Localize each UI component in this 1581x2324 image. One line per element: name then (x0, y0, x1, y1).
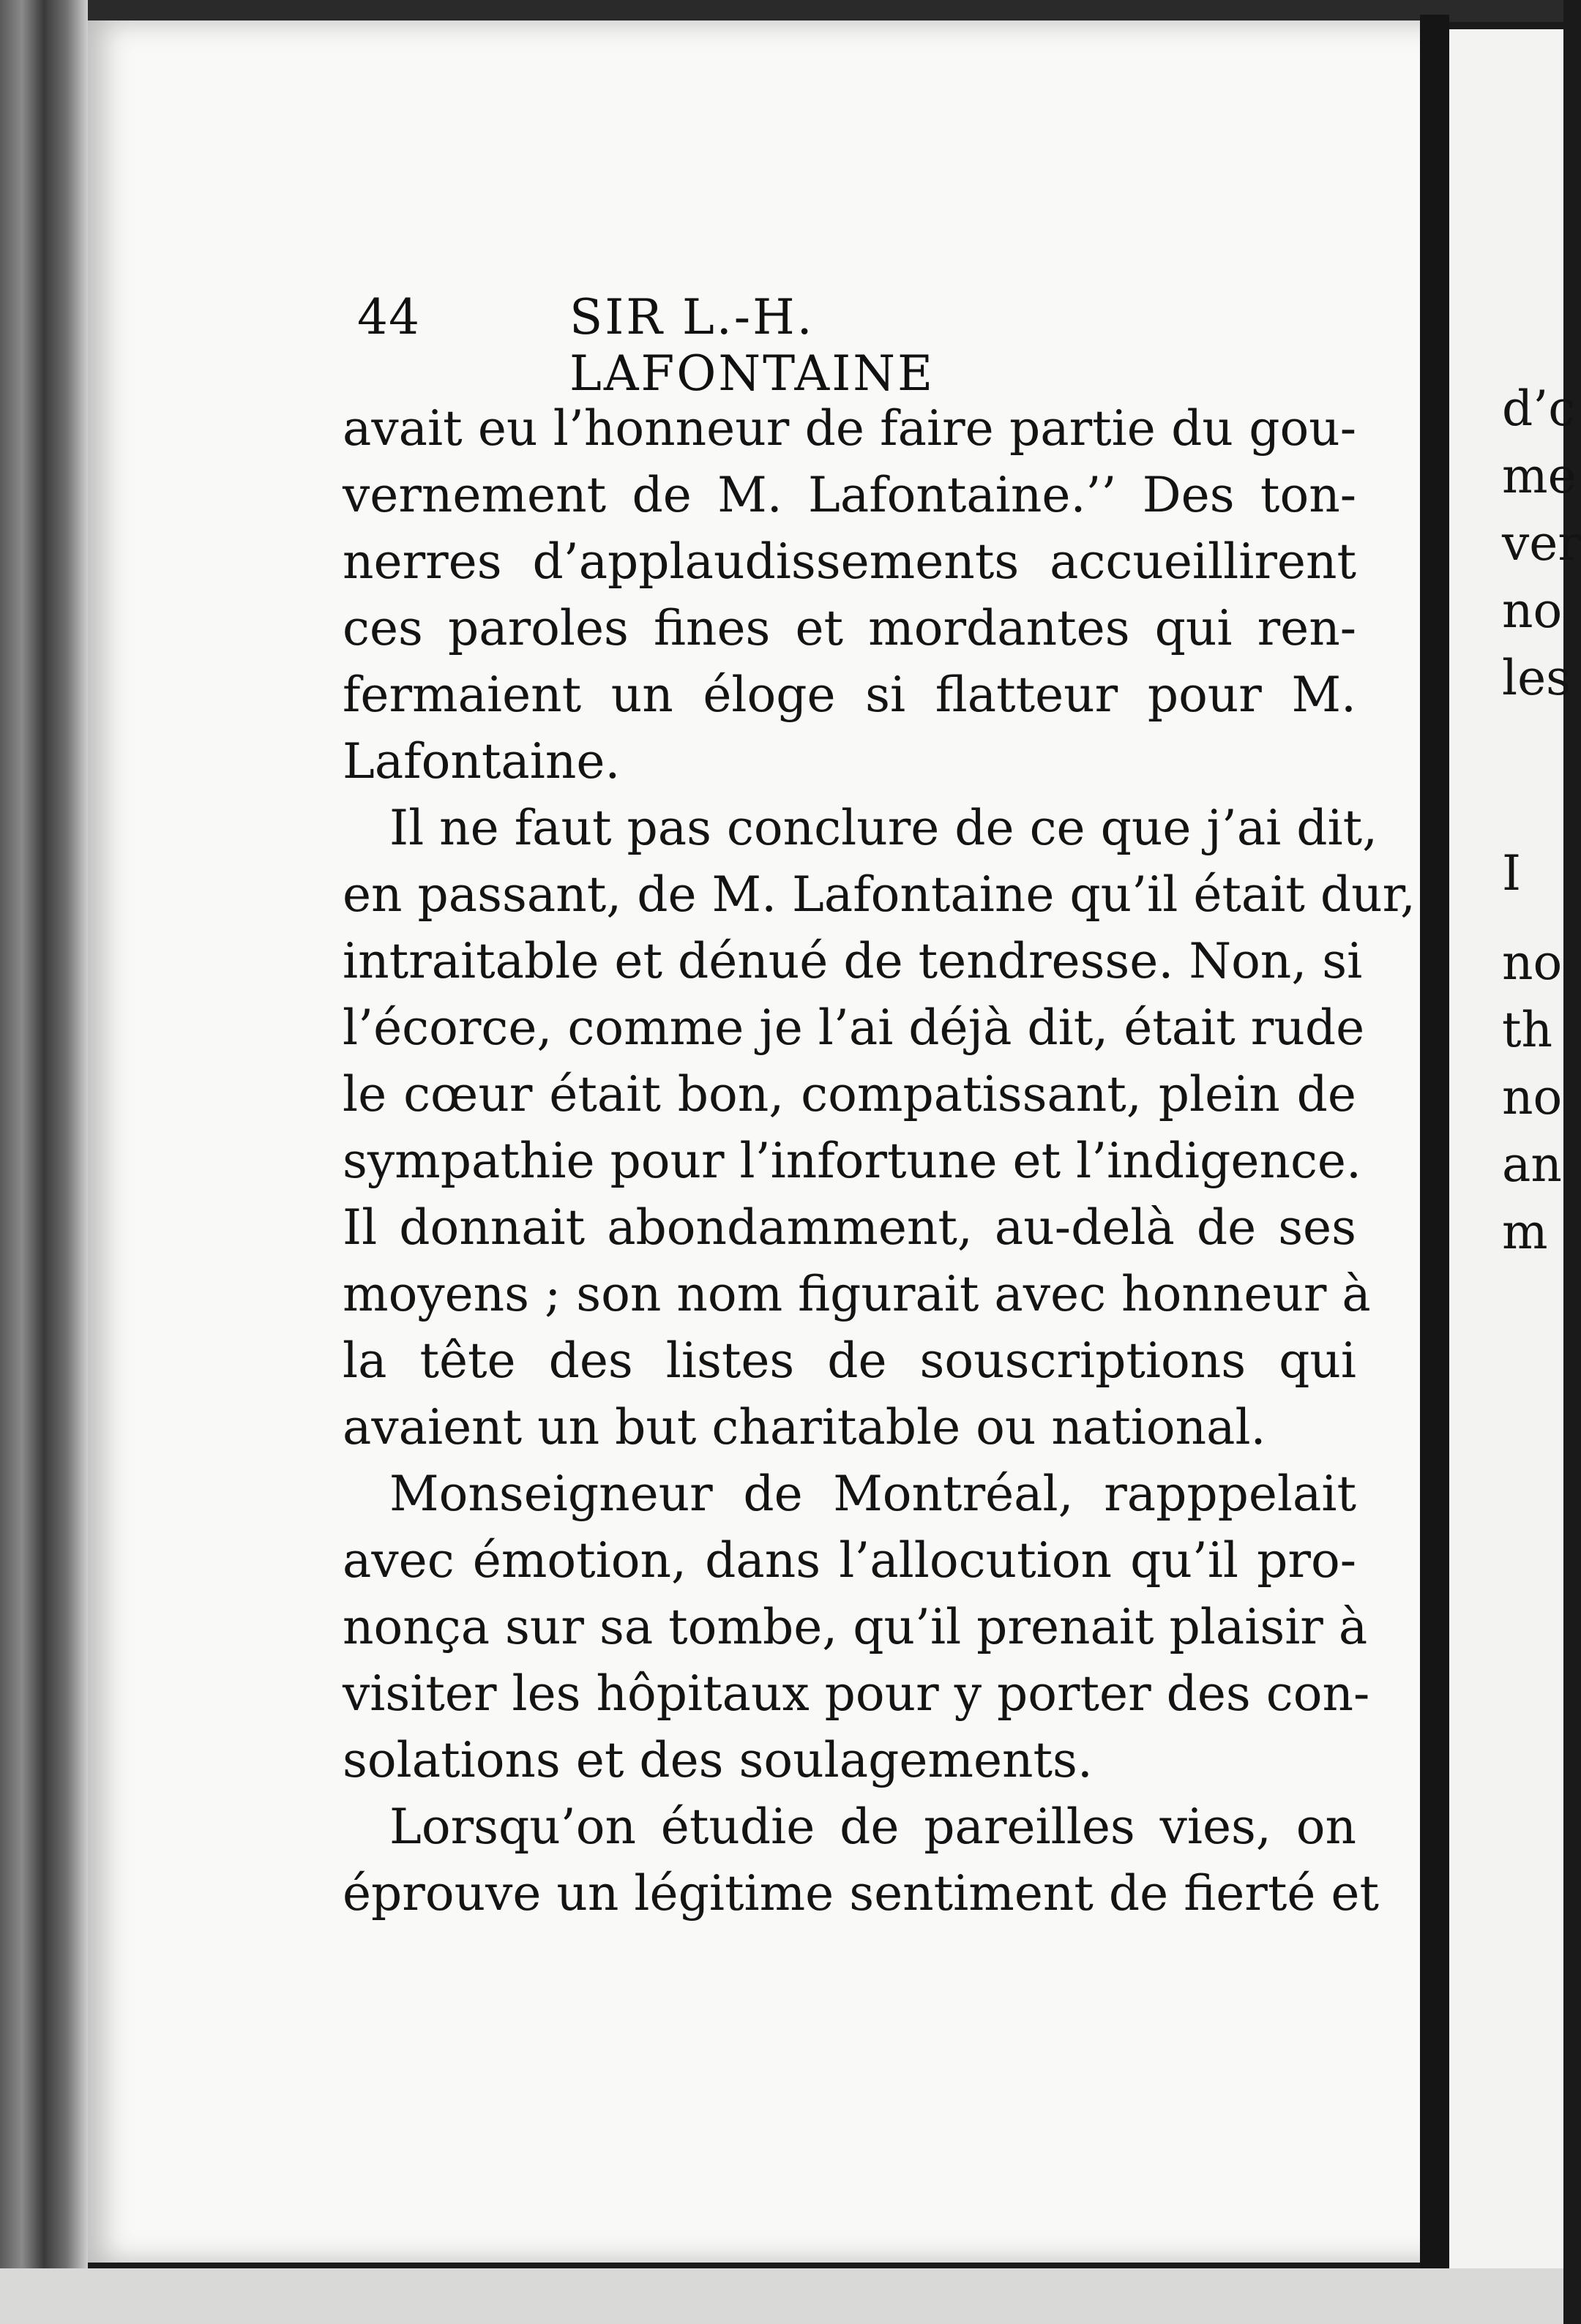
text-line: Lafontaine. (343, 733, 621, 790)
text-line: éprouve un légitime sentiment de fierté et (343, 1865, 1379, 1922)
text-line: la tête des listes de souscriptions qui (343, 1332, 1356, 1389)
text-line: fermaient un éloge si flatteur pour M. (343, 667, 1356, 723)
text-line: visiter les hôpitaux pour y porter des con- (343, 1665, 1370, 1722)
text-line: avait eu l’honneur de faire partie du gou- (343, 400, 1356, 457)
scan-bottom-edge (0, 2268, 1563, 2324)
adjacent-fragment: no (1502, 582, 1563, 639)
text-line: en passant, de M. Lafontaine qu’il était dur, (343, 866, 1416, 923)
adjacent-page-text (1502, 381, 1581, 1551)
text-line: nonça sur sa tombe, qu’il prenait plaisir à (343, 1599, 1368, 1655)
adjacent-fragment: th (1502, 1002, 1553, 1058)
text-line: ces paroles fines et mordantes qui ren- (343, 600, 1356, 656)
paragraph (343, 1793, 1379, 1927)
paragraph (343, 1461, 1370, 1793)
text-line: sympathie pour l’infortune et l’indigence. (343, 1133, 1361, 1189)
page-gutter (1420, 15, 1449, 2276)
text-line: avec émotion, dans l’allocution qu’il pro- (343, 1532, 1356, 1589)
text-line: Il donnait abondamment, au-delà de ses (343, 1199, 1356, 1256)
page-header (357, 289, 1192, 402)
text-line: vernement de M. Lafontaine.’’ Des ton- (343, 467, 1356, 523)
text-line: Monseigneur de Montréal, rapppelait (389, 1466, 1356, 1522)
text-line: nerres d’applaudissements accueillirent (343, 533, 1356, 590)
adjacent-fragment: ver (1502, 515, 1581, 571)
paragraph (343, 795, 1416, 1461)
text-line: l’écorce, comme je l’ai déjà dit, était rude (343, 1000, 1365, 1056)
scan-top-edge (0, 0, 1563, 22)
text-line: intraitable et dénué de tendresse. Non, si (343, 933, 1363, 989)
adjacent-fragment: an (1502, 1136, 1562, 1193)
adjacent-fragment: d’c (1502, 381, 1576, 437)
adjacent-fragment: no (1502, 934, 1563, 991)
text-line: moyens ; son nom figurait avec honneur à (343, 1266, 1371, 1322)
text-line: solations et des soulagements. (343, 1732, 1093, 1788)
adjacent-fragment: les (1502, 650, 1571, 706)
adjacent-fragment: I (1502, 845, 1522, 902)
text-line: le cœur était bon, compatissant, plein de (343, 1066, 1356, 1122)
text-line: Lorsqu’on étudie de pareilles vies, on (389, 1799, 1356, 1855)
adjacent-fragment: no (1502, 1069, 1563, 1125)
text-line: avaient un but charitable ou national. (343, 1399, 1266, 1455)
paragraph (343, 395, 1356, 795)
adjacent-fragment: m (1502, 1204, 1548, 1260)
running-title: SIR L.-H. LAFONTAINE (569, 289, 935, 402)
adjacent-fragment: me (1502, 448, 1577, 504)
body-text (343, 395, 1416, 1927)
book-binding (0, 0, 88, 2324)
text-line: Il ne faut pas conclure de ce que j’ai dit, (389, 800, 1378, 856)
page-number: 44 (357, 289, 420, 345)
